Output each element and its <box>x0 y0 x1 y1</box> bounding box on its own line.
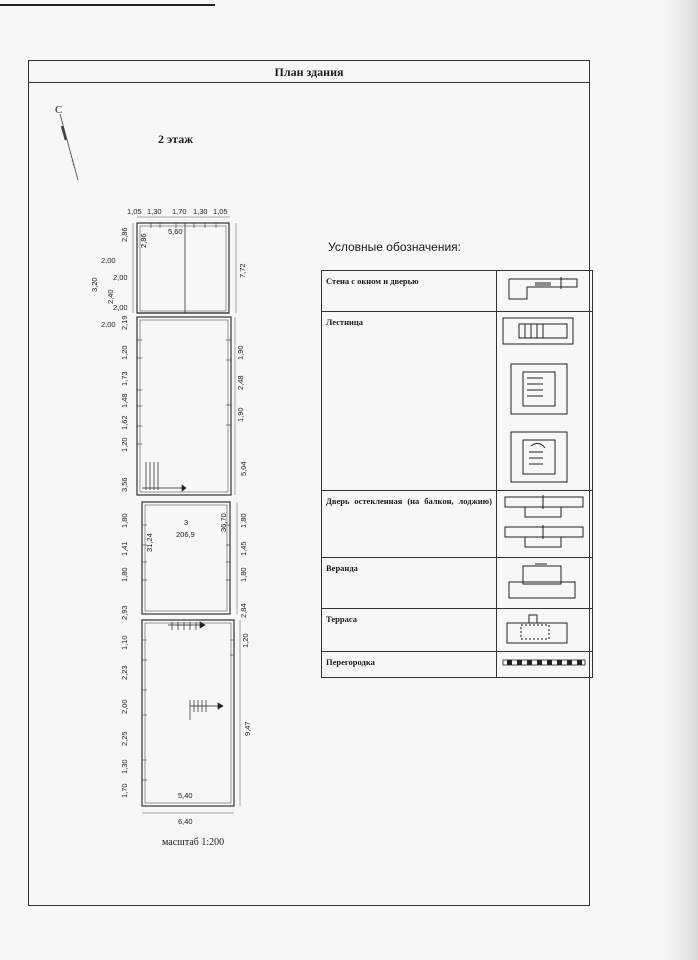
dim-right-b-2: 9,47 <box>243 721 252 736</box>
stair-icon-3 <box>190 700 223 720</box>
page-title: План здания <box>29 61 589 83</box>
legend-table <box>321 270 593 678</box>
room-3-left-dim: 31,24 <box>145 533 154 552</box>
scan-shadow <box>664 0 698 960</box>
room-3-right-dim: 36,70 <box>219 513 228 532</box>
legend-label: Веранда <box>322 558 497 609</box>
dim-left-b-5: 1,30 <box>120 759 129 774</box>
legend-label: Перегородка <box>322 652 497 678</box>
veranda-icon <box>499 560 589 604</box>
dim-left-small-5: 3,20 <box>90 277 99 292</box>
dim-right-mid-4: 5,04 <box>239 461 248 476</box>
dim-left-small-9: 2,19 <box>120 315 129 330</box>
dim-left-b-3: 2,00 <box>120 699 129 714</box>
dim-left-mid-5: 1,20 <box>120 437 129 452</box>
dim-left-b-2: 2,23 <box>120 665 129 680</box>
legend-label: Стена с окном и дверью <box>322 271 497 312</box>
dim-right-r3-2: 1,45 <box>239 541 248 556</box>
wall-symbol-icon <box>499 273 589 307</box>
dim-right-r3-1: 1,80 <box>239 513 248 528</box>
dim-left-mid-6: 3,56 <box>120 477 129 492</box>
dim-top-1: 1,05 <box>127 207 142 216</box>
stairs-symbol-icon <box>499 314 589 486</box>
dim-inner-top: 5,60 <box>168 227 183 236</box>
dim-left-small-8: 2,00 <box>101 320 116 329</box>
dim-outer-bottom: 6,40 <box>178 817 193 826</box>
dim-top-3: 1,70 <box>172 207 187 216</box>
dim-left-small-6: 2,40 <box>106 289 115 304</box>
legend-label: Терраса <box>322 609 497 652</box>
legend-row-stairs <box>322 312 593 491</box>
dim-top-5: 1,05 <box>213 207 228 216</box>
legend-label: Дверь остекленная (на балкон, лоджию) <box>326 496 492 506</box>
dim-right-mid-3: 1,90 <box>236 407 245 422</box>
dim-left-mid-2: 1,73 <box>120 371 129 386</box>
dim-right-r3-3: 1,80 <box>239 567 248 582</box>
dim-right-b-1: 1,20 <box>241 633 250 648</box>
dim-right-top: 7,72 <box>238 263 247 278</box>
dim-left-mid-1: 1,20 <box>120 345 129 360</box>
dim-left-b-1: 1,10 <box>120 635 129 650</box>
terrace-icon <box>499 611 589 647</box>
dim-left-mid-4: 1,62 <box>120 415 129 430</box>
dim-left-b-4: 2,25 <box>120 731 129 746</box>
dim-left-r3-3: 1,80 <box>120 567 129 582</box>
north-letter: С <box>55 104 63 116</box>
north-arrow-icon <box>56 112 86 184</box>
floor-label: 2 этаж <box>158 132 193 146</box>
dim-top-2: 1,30 <box>147 207 162 216</box>
room-3-number: 3 <box>184 518 189 527</box>
dim-right-r3-4: 2,84 <box>239 603 248 618</box>
plan-room-lower <box>142 620 234 806</box>
dim-left-small-3: 2,00 <box>101 256 116 265</box>
dim-left-small-7: 2,00 <box>113 303 128 312</box>
dim-top-4: 1,30 <box>193 207 208 216</box>
dim-left-small-1: 2,86 <box>120 227 129 242</box>
scale-label: масштаб 1:200 <box>162 837 225 848</box>
dim-right-mid-2: 2,48 <box>236 375 245 390</box>
legend-title: Условные обозначения: <box>328 240 461 254</box>
legend-row-terrace <box>322 609 593 652</box>
stair-icon <box>142 462 186 491</box>
dim-left-small-2: 2,86 <box>139 233 148 248</box>
legend-row-veranda <box>322 558 593 609</box>
dim-left-b-6: 1,70 <box>120 783 129 798</box>
dim-left-mid-3: 1,48 <box>120 393 129 408</box>
plan-room-middle <box>137 317 231 495</box>
glazed-door-icon <box>499 493 589 553</box>
legend-row-glazed-door <box>322 491 593 558</box>
dim-left-r3-2: 1,41 <box>120 541 129 556</box>
dim-right-mid-1: 1,90 <box>236 345 245 360</box>
room-3-area: 206,9 <box>176 530 195 539</box>
dim-inner-bottom: 5,40 <box>178 791 193 800</box>
dim-left-r3-4: 2,93 <box>120 605 129 620</box>
dim-left-small-4: 2,00 <box>113 273 128 282</box>
scan-edge-line <box>0 4 215 6</box>
legend-label: Лестница <box>322 312 497 491</box>
floor-plan <box>80 200 270 830</box>
dim-left-r3-1: 1,80 <box>120 513 129 528</box>
legend-row-wall <box>322 271 593 312</box>
plan-room-upper <box>137 223 229 313</box>
partition-icon <box>499 654 589 672</box>
legend-row-partition <box>322 652 593 678</box>
